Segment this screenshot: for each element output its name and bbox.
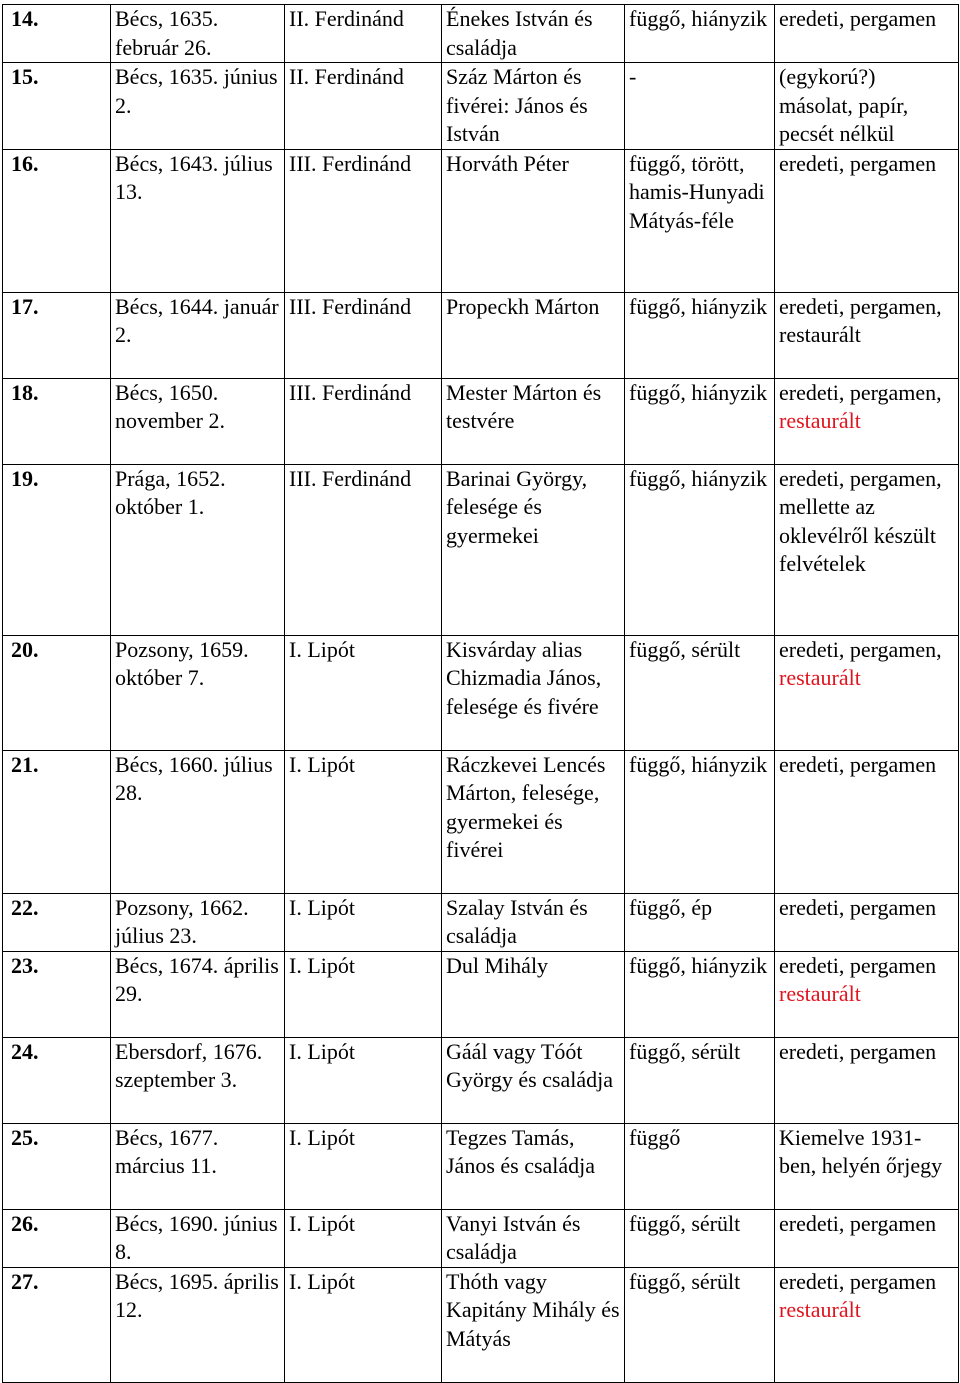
seal-cell bbox=[625, 378, 775, 464]
ruler-text: I. Lipót bbox=[289, 1124, 355, 1150]
seal-cell bbox=[625, 1037, 775, 1123]
recipient-cell bbox=[442, 149, 625, 292]
recipient-text: Barinai György, felesége és gyermekei bbox=[446, 465, 588, 548]
date-text: október 7. bbox=[115, 665, 205, 690]
row-number bbox=[3, 893, 111, 951]
state-cell bbox=[775, 1037, 959, 1123]
row-number-text: 23. bbox=[11, 952, 39, 978]
seal-text: függő bbox=[629, 1124, 681, 1150]
ruler-text: II. Ferdinánd bbox=[289, 64, 404, 89]
recipient-cell bbox=[442, 750, 625, 893]
state-cell bbox=[775, 1123, 959, 1209]
ruler-cell bbox=[285, 1209, 442, 1267]
row-number-text: 14. bbox=[11, 6, 39, 31]
state-cell bbox=[775, 378, 959, 464]
place-date-cell bbox=[111, 464, 285, 635]
row-number-text: 20. bbox=[11, 636, 39, 662]
row-number bbox=[3, 5, 111, 63]
date-text: március 11. bbox=[115, 1153, 217, 1178]
ruler-text: I. Lipót bbox=[289, 952, 355, 978]
recipient-text: Thóth vagy Kapitány Mihály és Mátyás bbox=[446, 1268, 620, 1351]
table-row bbox=[3, 1037, 959, 1123]
row-number-text: 27. bbox=[11, 1268, 39, 1294]
ruler-cell bbox=[285, 635, 442, 750]
seal-cell bbox=[625, 149, 775, 292]
recipient-cell bbox=[442, 1267, 625, 1382]
ruler-text: I. Lipót bbox=[289, 636, 355, 662]
row-number-text: 22. bbox=[11, 894, 39, 920]
seal-cell bbox=[625, 750, 775, 893]
seal-cell bbox=[625, 63, 775, 150]
ruler-text: I. Lipót bbox=[289, 751, 355, 777]
row-number bbox=[3, 292, 111, 378]
seal-text: függő, sérült bbox=[629, 1038, 741, 1064]
table-row bbox=[3, 635, 959, 750]
table-row bbox=[3, 1209, 959, 1267]
ruler-text: III. Ferdinánd bbox=[289, 379, 412, 405]
recipient-text: Száz Márton és fivérei: János és István bbox=[446, 64, 588, 146]
date-text: január 2. bbox=[115, 293, 279, 347]
date-text: február 26. bbox=[115, 34, 212, 60]
ruler-cell bbox=[285, 750, 442, 893]
recipient-text: Mester Márton és testvére bbox=[446, 379, 602, 433]
row-number bbox=[3, 63, 111, 150]
seal-cell bbox=[625, 893, 775, 951]
recipient-cell bbox=[442, 464, 625, 635]
table-row bbox=[3, 464, 959, 635]
recipient-text: Vanyi István és családja bbox=[446, 1210, 581, 1264]
recipient-cell bbox=[442, 63, 625, 150]
state-restored-note: restaurált bbox=[779, 408, 861, 433]
state-text: eredeti, pergamen bbox=[779, 952, 937, 978]
state-text: eredeti, pergamen bbox=[779, 1268, 937, 1294]
row-number-text: 24. bbox=[11, 1038, 39, 1064]
seal-text: függő, sérült bbox=[629, 1268, 741, 1294]
row-number bbox=[3, 464, 111, 635]
state-text: eredeti, pergamen bbox=[779, 150, 937, 176]
state-text: eredeti, pergamen, bbox=[779, 636, 942, 662]
table-row bbox=[3, 1267, 959, 1382]
seal-text: függő, sérült bbox=[629, 636, 741, 662]
seal-text: függő, ép bbox=[629, 894, 713, 920]
ruler-cell bbox=[285, 378, 442, 464]
place-text: Pozsony, 1659. bbox=[115, 636, 249, 662]
date-text: október 1. bbox=[115, 494, 205, 519]
state-cell bbox=[775, 1209, 959, 1267]
row-number-text: 16. bbox=[11, 150, 39, 176]
place-date-cell bbox=[111, 1123, 285, 1209]
state-text: (egykorú?) másolat, papír, pecsét nélkül bbox=[779, 64, 909, 146]
seal-cell bbox=[625, 1123, 775, 1209]
row-number-text: 17. bbox=[11, 293, 39, 319]
state-cell bbox=[775, 893, 959, 951]
date-text: szeptember 3. bbox=[115, 1067, 238, 1092]
ruler-text: I. Lipót bbox=[289, 894, 355, 920]
date-text: április 29. bbox=[115, 952, 279, 1006]
row-number-text: 18. bbox=[11, 379, 39, 405]
state-text: eredeti, pergamen bbox=[779, 1210, 937, 1236]
table-row bbox=[3, 292, 959, 378]
place-text: Bécs, 1660. bbox=[115, 751, 219, 777]
row-number-text: 26. bbox=[11, 1210, 39, 1236]
row-number-text: 15. bbox=[11, 64, 39, 89]
recipient-cell bbox=[442, 1123, 625, 1209]
row-number bbox=[3, 1209, 111, 1267]
place-text: Bécs, 1690. bbox=[115, 1210, 219, 1236]
state-text: eredeti, pergamen, restaurált bbox=[779, 293, 942, 347]
ruler-text: I. Lipót bbox=[289, 1268, 355, 1294]
ruler-text: III. Ferdinánd bbox=[289, 465, 412, 491]
state-text: eredeti, pergamen, bbox=[779, 379, 942, 405]
seal-text: függő, hiányzik bbox=[629, 751, 768, 777]
table-row bbox=[3, 5, 959, 63]
charters-table bbox=[2, 4, 959, 1383]
row-number bbox=[3, 378, 111, 464]
place-text: Bécs, 1674. bbox=[115, 952, 219, 978]
place-text: Bécs, 1695. bbox=[115, 1268, 219, 1294]
seal-cell bbox=[625, 1267, 775, 1382]
ruler-cell bbox=[285, 63, 442, 150]
ruler-cell bbox=[285, 5, 442, 63]
place-date-cell bbox=[111, 5, 285, 63]
ruler-text: II. Ferdinánd bbox=[289, 6, 404, 31]
place-date-cell bbox=[111, 1267, 285, 1382]
recipient-cell bbox=[442, 5, 625, 63]
seal-cell bbox=[625, 464, 775, 635]
place-date-cell bbox=[111, 63, 285, 150]
state-text: eredeti, pergamen bbox=[779, 751, 937, 777]
ruler-text: I. Lipót bbox=[289, 1210, 355, 1236]
state-restored-note: restaurált bbox=[779, 981, 861, 1006]
recipient-cell bbox=[442, 951, 625, 1037]
seal-text: függő, hiányzik bbox=[629, 6, 768, 31]
seal-cell bbox=[625, 635, 775, 750]
ruler-cell bbox=[285, 1037, 442, 1123]
table-row bbox=[3, 951, 959, 1037]
state-cell bbox=[775, 635, 959, 750]
place-text: Bécs, 1650. bbox=[115, 379, 219, 405]
recipient-text: Ráczkevei Lencés Márton, felesége, gyermekei és fivérei bbox=[446, 751, 606, 862]
recipient-text: Horváth Péter bbox=[446, 150, 569, 176]
recipient-cell bbox=[442, 1037, 625, 1123]
ruler-cell bbox=[285, 149, 442, 292]
date-text: április 12. bbox=[115, 1268, 279, 1322]
state-text: eredeti, pergamen, mellette az oklevélről készült felvételek bbox=[779, 465, 942, 576]
ruler-cell bbox=[285, 893, 442, 951]
ruler-cell bbox=[285, 1123, 442, 1209]
seal-cell bbox=[625, 1209, 775, 1267]
place-text: Bécs, 1635. bbox=[115, 6, 219, 31]
state-cell bbox=[775, 149, 959, 292]
seal-text: függő, törött, hamis-Hunyadi Mátyás-féle bbox=[629, 150, 765, 233]
state-text: eredeti, pergamen bbox=[779, 6, 937, 31]
state-cell bbox=[775, 63, 959, 150]
table-body bbox=[3, 5, 959, 1383]
ruler-cell bbox=[285, 951, 442, 1037]
row-number bbox=[3, 149, 111, 292]
date-text: július 13. bbox=[115, 150, 273, 204]
place-date-cell bbox=[111, 378, 285, 464]
recipient-cell bbox=[442, 1209, 625, 1267]
table-row bbox=[3, 750, 959, 893]
state-text: Kiemelve 1931-ben, helyén őrjegy bbox=[779, 1124, 943, 1178]
place-text: Bécs, 1677. bbox=[115, 1124, 219, 1150]
place-text: Bécs, 1635. bbox=[115, 64, 219, 89]
place-text: Pozsony, 1662. bbox=[115, 894, 249, 920]
recipient-text: Dul Mihály bbox=[446, 952, 549, 978]
row-number-text: 21. bbox=[11, 751, 39, 777]
row-number bbox=[3, 750, 111, 893]
recipient-cell bbox=[442, 893, 625, 951]
place-text: Bécs, 1644. bbox=[115, 293, 219, 319]
row-number bbox=[3, 635, 111, 750]
ruler-text: III. Ferdinánd bbox=[289, 150, 412, 176]
recipient-text: Énekes István és családja bbox=[446, 6, 593, 60]
seal-text: függő, hiányzik bbox=[629, 293, 768, 319]
seal-cell bbox=[625, 951, 775, 1037]
state-cell bbox=[775, 1267, 959, 1382]
ruler-cell bbox=[285, 464, 442, 635]
state-cell bbox=[775, 292, 959, 378]
place-text: Bécs, 1643. bbox=[115, 150, 219, 176]
state-cell bbox=[775, 464, 959, 635]
place-date-cell bbox=[111, 149, 285, 292]
state-cell bbox=[775, 5, 959, 63]
state-text: eredeti, pergamen bbox=[779, 1038, 937, 1064]
seal-text: függő, hiányzik bbox=[629, 379, 768, 405]
state-restored-note: restaurált bbox=[779, 1297, 861, 1322]
place-date-cell bbox=[111, 635, 285, 750]
place-date-cell bbox=[111, 893, 285, 951]
row-number-text: 19. bbox=[11, 465, 39, 491]
seal-text: függő, hiányzik bbox=[629, 952, 768, 978]
seal-cell bbox=[625, 5, 775, 63]
row-number-text: 25. bbox=[11, 1124, 39, 1150]
date-text: július 28. bbox=[115, 751, 273, 805]
ruler-text: III. Ferdinánd bbox=[289, 293, 412, 319]
place-text: Prága, 1652. bbox=[115, 465, 226, 491]
recipient-text: Kisvárday alias Chizmadia János, felesége és fivére bbox=[446, 636, 602, 719]
state-restored-note: restaurált bbox=[779, 665, 861, 690]
state-cell bbox=[775, 750, 959, 893]
table-row bbox=[3, 378, 959, 464]
place-date-cell bbox=[111, 951, 285, 1037]
seal-text: függő, sérült bbox=[629, 1210, 741, 1236]
place-date-cell bbox=[111, 750, 285, 893]
date-text: június 2. bbox=[115, 64, 278, 118]
recipient-text: Gáál vagy Tóót György és családja bbox=[446, 1038, 613, 1092]
recipient-text: Propeckh Márton bbox=[446, 293, 600, 319]
seal-cell bbox=[625, 292, 775, 378]
table-row bbox=[3, 149, 959, 292]
row-number bbox=[3, 1037, 111, 1123]
date-text: június 8. bbox=[115, 1210, 278, 1264]
ruler-cell bbox=[285, 1267, 442, 1382]
row-number bbox=[3, 1267, 111, 1382]
place-text: Ebersdorf, 1676. bbox=[115, 1038, 263, 1064]
recipient-text: Tegzes Tamás, János és családja bbox=[446, 1124, 596, 1178]
table-row bbox=[3, 893, 959, 951]
date-text: július 23. bbox=[115, 923, 197, 948]
table-row bbox=[3, 1123, 959, 1209]
state-cell bbox=[775, 951, 959, 1037]
place-date-cell bbox=[111, 292, 285, 378]
table-row bbox=[3, 63, 959, 150]
place-date-cell bbox=[111, 1037, 285, 1123]
recipient-cell bbox=[442, 378, 625, 464]
date-text: november 2. bbox=[115, 408, 225, 433]
seal-text: - bbox=[629, 64, 637, 89]
row-number bbox=[3, 951, 111, 1037]
ruler-text: I. Lipót bbox=[289, 1038, 355, 1064]
recipient-cell bbox=[442, 635, 625, 750]
state-text: eredeti, pergamen bbox=[779, 894, 937, 920]
recipient-text: Szalay István és családja bbox=[446, 894, 588, 948]
ruler-cell bbox=[285, 292, 442, 378]
seal-text: függő, hiányzik bbox=[629, 465, 768, 491]
recipient-cell bbox=[442, 292, 625, 378]
place-date-cell bbox=[111, 1209, 285, 1267]
row-number bbox=[3, 1123, 111, 1209]
